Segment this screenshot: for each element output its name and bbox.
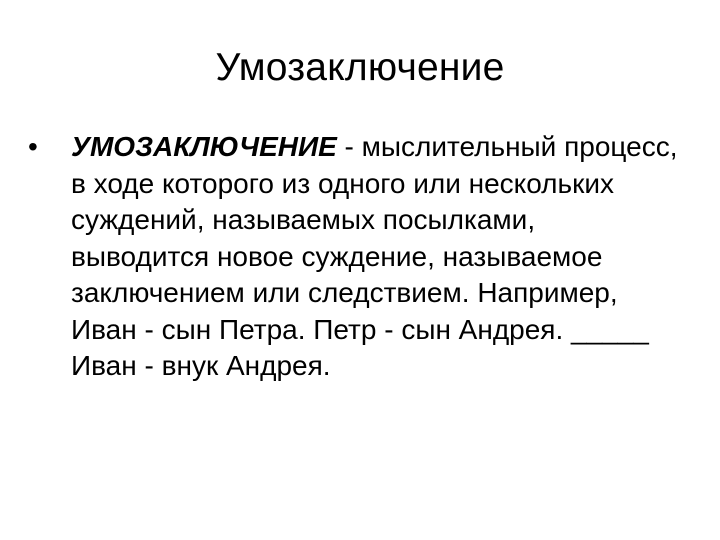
bullet-icon: • [28, 131, 38, 162]
bullet-definition: - мыслительный процесс, в ходе которого из одного или нескольких суждений, называемых посылками, выводится новое суждение, называемое заключением или следствием. Например, Иван - сын Петра. Петр - сын Андрея. _____ Иван - внук Андрея. [71, 131, 678, 381]
bullet-item [28, 129, 678, 385]
bullet-term: УМОЗАКЛЮЧЕНИЕ [71, 131, 337, 162]
bullet-text [71, 129, 678, 385]
slide-title: Умозаключение [215, 46, 505, 89]
